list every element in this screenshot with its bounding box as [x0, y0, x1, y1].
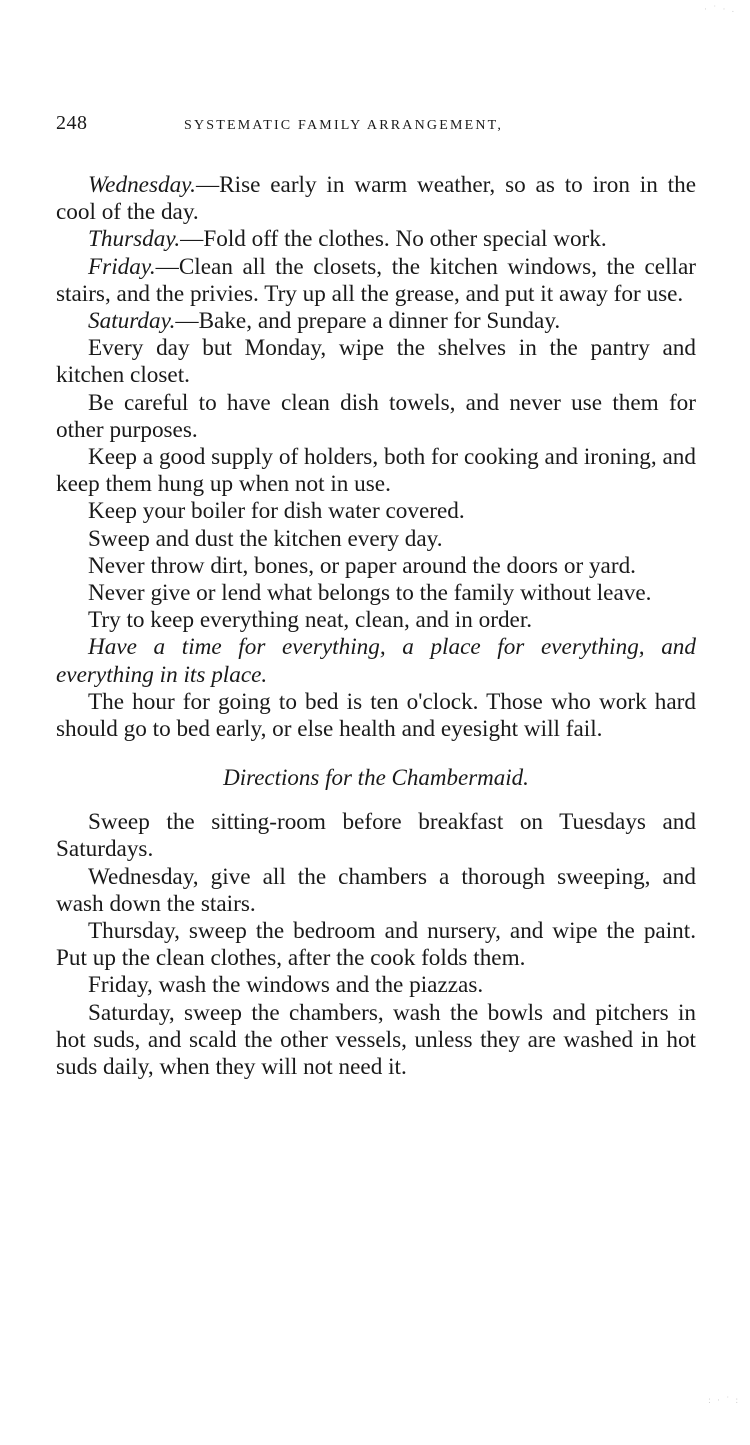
paper-speckle: : · ˙ :	[708, 1395, 740, 1405]
paragraph-text: —Rise early in warm weather, so as to iron in the cool of the day.	[56, 172, 696, 226]
chambermaid-paragraph: Thursday, sweep the bedroom and nursery, and wipe the paint. Put up the clean clothes, after the cook folds them.	[56, 918, 696, 972]
chambermaid-paragraph: Sweep the sitting-room before breakfast on Tuesdays and Saturdays.	[56, 809, 696, 863]
bedtime-paragraph: The hour for going to bed is ten o'clock. Those who work hard should go to bed early, or else health and eyesight will fail.	[56, 688, 696, 743]
chambermaid-paragraph: Wednesday, give all the chambers a thorough sweeping, and wash down the stairs.	[56, 863, 696, 917]
paragraph-rule: Never give or lend what belongs to the family without leave.	[88, 580, 652, 607]
paragraph-wednesday	[56, 172, 696, 226]
motto-paragraph: Have a time for everything, a place for everything, and everything in its place.	[56, 634, 696, 688]
paragraph-text: —Bake, and prepare a dinner for Sunday.	[175, 308, 561, 335]
paragraph-text: —Fold off the clothes. No other special work.	[180, 226, 607, 253]
page-number: 248	[56, 112, 88, 134]
paragraph-rule: Keep a good supply of holders, both for cooking and ironing, and keep them hung up when not in use.	[56, 444, 696, 498]
chambermaid-paragraph: Saturday, sweep the chambers, wash the bowls and pitchers in hot suds, and scald the other vessels, unless they are washed in hot suds daily, when they will not need it.	[56, 999, 696, 1081]
chambermaid-paragraph: Friday, wash the windows and the piazzas.	[88, 972, 484, 999]
day-label: Wednesday.	[88, 172, 196, 198]
paragraph-rule: Never throw dirt, bones, or paper around the doors or yard.	[88, 552, 636, 579]
paragraph-rule: Sweep and dust the kitchen every day.	[88, 525, 443, 552]
section-heading: Directions for the Chambermaid.	[223, 765, 529, 791]
paragraph-thursday	[56, 226, 696, 253]
paragraph-friday	[56, 254, 696, 308]
paragraph-rule: Be careful to have clean dish towels, and never use them for other purposes.	[56, 389, 696, 443]
paragraph-text: —Clean all the closets, the kitchen windows, the cellar stairs, and the privies. Try up all the grease, and put it away for use.	[56, 253, 696, 307]
paragraph-rule: Keep your boiler for dish water covered.	[88, 498, 465, 525]
body-text	[56, 172, 696, 1081]
paragraph-saturday	[56, 308, 696, 335]
day-label: Saturday.	[88, 308, 176, 335]
day-label: Friday.	[88, 253, 156, 280]
paper-speckle: · ˙ · .	[704, 4, 736, 14]
running-head: SYSTEMATIC FAMILY ARRANGEMENT,	[184, 118, 504, 133]
page-header	[56, 112, 696, 148]
book-page	[56, 112, 696, 1081]
paragraph-rule: Try to keep everything neat, clean, and in order.	[88, 607, 533, 634]
day-label: Thursday.	[88, 226, 181, 253]
paragraph-rule: Every day but Monday, wipe the shelves in the pantry and kitchen closet.	[56, 335, 696, 389]
